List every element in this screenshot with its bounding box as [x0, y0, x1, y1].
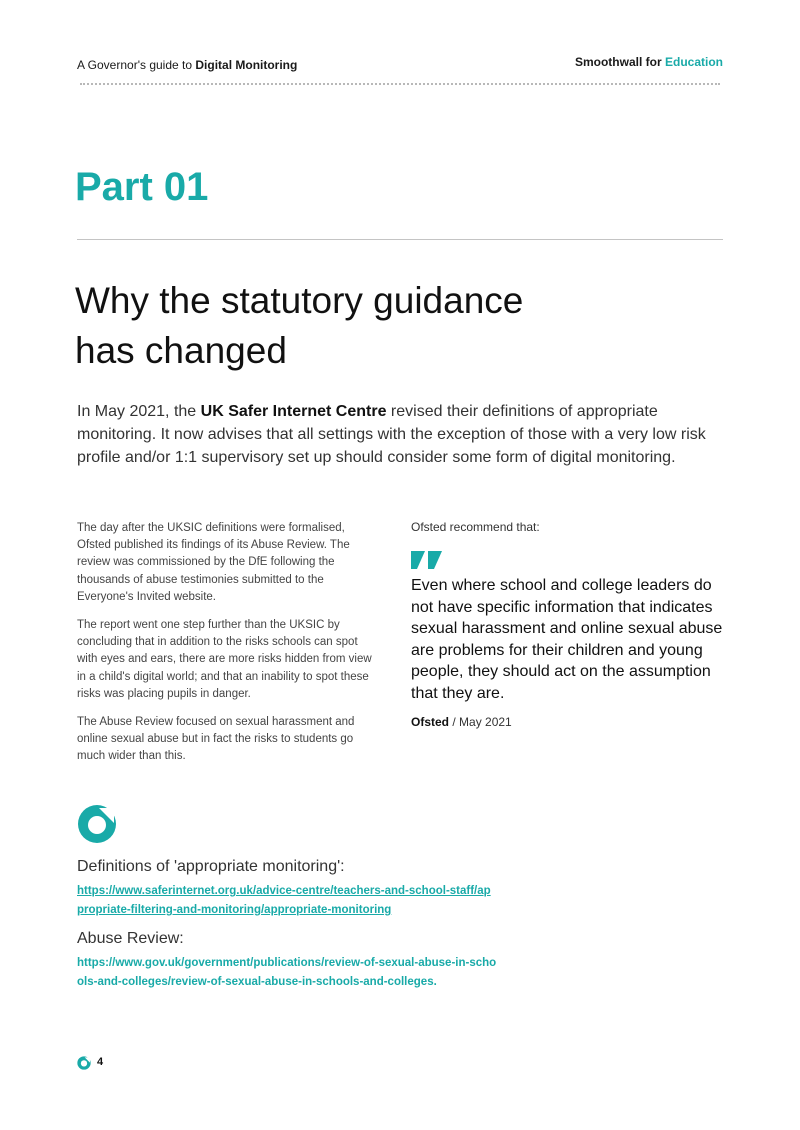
quote-source: Ofsted [411, 714, 450, 729]
left-column [77, 520, 372, 777]
brand-name: Smoothwall [574, 55, 643, 69]
header-divider [80, 83, 720, 85]
reference-label-abuse-review: Abuse Review: [77, 930, 184, 947]
quote-text: Even where school and college leaders do not have specific information that indicates sexual harassment and online sexual abuse are problems for their children and young people, they should act on the assumption that they are. [411, 577, 723, 702]
body-paragraph-1: The day after the UKSIC definitions were formalised, Ofsted published its findings of its Abuse Review. The review was commissioned by the DfE following the thousands of abuse testimonies submitted to the Everyone's Invited website. [77, 522, 350, 603]
brand-section: Education [664, 55, 723, 69]
brand-for: for [642, 55, 665, 69]
quote-mark-icon [411, 551, 443, 569]
reference-label-monitoring: Definitions of 'appropriate monitoring': [77, 858, 345, 875]
part-label: Part 01 [75, 165, 209, 209]
title-line-1: Why the statutory guidance [75, 280, 524, 321]
quote-date: / May 2021 [449, 714, 512, 729]
quote-citation [411, 715, 731, 729]
footer-logo-icon [77, 1056, 91, 1070]
body-paragraph-3: The Abuse Review focused on sexual harassment and online sexual abuse but in fact the risks to students go much wider than this. [77, 716, 355, 763]
header-prefix: A Governor's guide to [77, 58, 196, 72]
header-topic: Digital Monitoring [195, 58, 298, 72]
quote-intro: Ofsted recommend that: [411, 520, 540, 534]
running-header [77, 58, 297, 72]
reference-link-monitoring[interactable]: https://www.saferinternet.org.uk/advice-centre/teachers-and-school-staff/appropriate-filtering-and-monitoring/appropriate-monitoring [77, 885, 491, 916]
intro-prefix: In May 2021, the [77, 403, 201, 420]
title-line-2: has changed [75, 330, 287, 371]
brand-header [560, 55, 723, 69]
quote-block [411, 520, 731, 729]
section-rule [77, 239, 723, 240]
intro-suffix: revised their definitions of appropriate monitoring. It now advises that all settings with the exception of those with a very low risk profile and/or 1:1 supervisory set up should consider some form of digital monitoring. [77, 403, 706, 466]
intro-org: UK Safer Internet Centre [200, 403, 387, 420]
page-title [75, 276, 715, 376]
reference-link-abuse-review[interactable]: https://www.gov.uk/government/publications/review-of-sexual-abuse-in-schools-and-colleges/review-of-sexual-abuse-in-schools-and-colleges. [77, 957, 497, 988]
intro-paragraph [77, 400, 737, 469]
page-number: 4 [97, 1056, 104, 1068]
smoothwall-ring-icon [77, 804, 117, 844]
body-paragraph-2: The report went one step further than the UKSIC by concluding that in addition to the risks schools can spot with eyes and ears, there are more risks hidden from view in a child's digital world; and that an inability to spot these risks was placing pupils in danger. [77, 619, 372, 700]
